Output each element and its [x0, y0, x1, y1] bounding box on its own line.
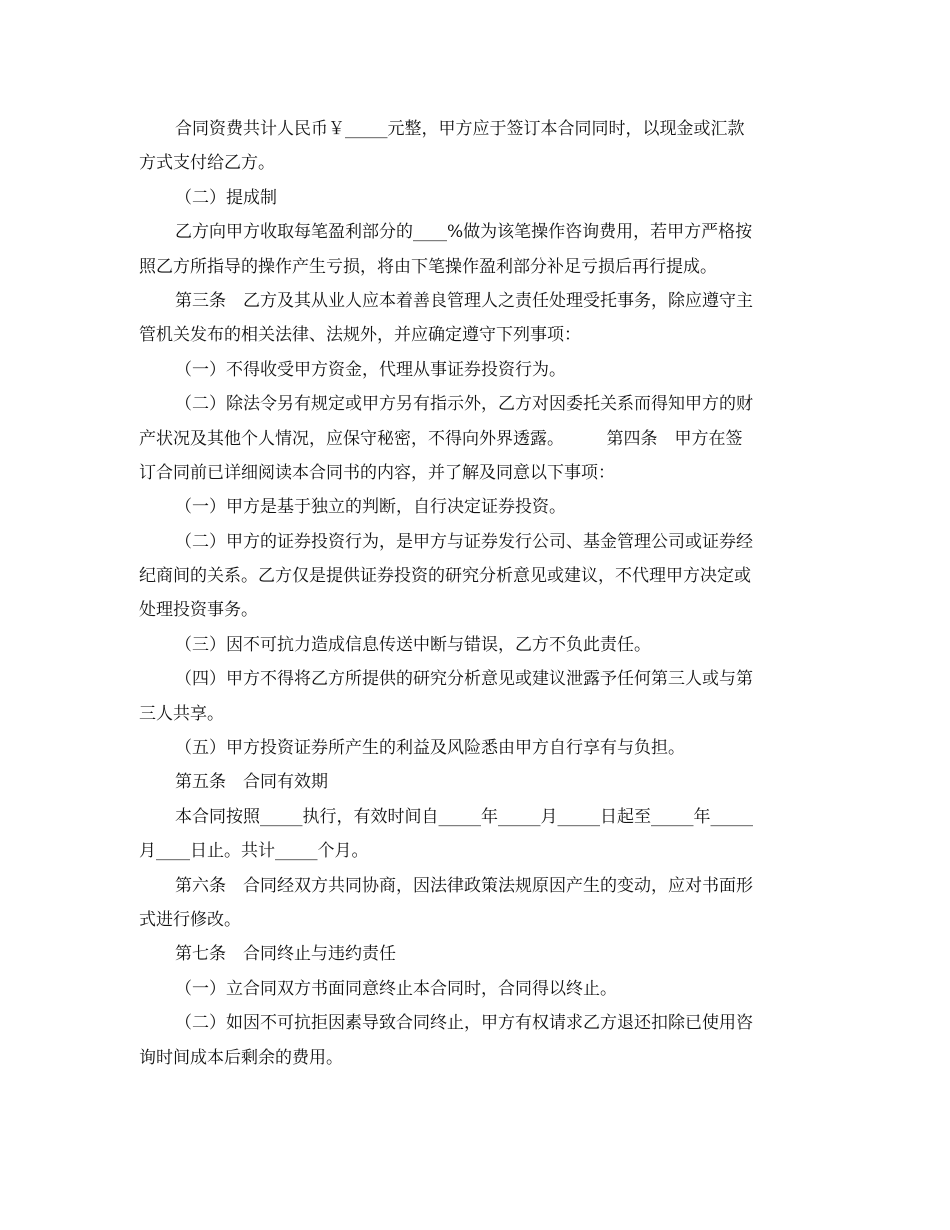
paragraph-line: 产状况及其他个人情况，应保守秘密，不得向外界透露。 第四条 甲方在签 — [139, 428, 743, 449]
list-item: （二）除法令另有规定或甲方另有指示外，乙方对因委托关系而得知甲方的财 — [175, 394, 753, 415]
list-item: （二）如因不可抗拒因素导致合同终止，甲方有权请求乙方退还扣除已使用咨 — [175, 1013, 753, 1034]
list-item: （一）甲方是基于独立的判断，自行决定证券投资。 — [175, 497, 566, 518]
list-item: （二）甲方的证券投资行为，是甲方与证券发行公司、基金管理公司或证券经 — [175, 531, 753, 552]
paragraph-line: 三人共享。 — [139, 703, 224, 724]
section-heading: （二）提成制 — [175, 187, 277, 208]
document-body — [139, 112, 812, 1075]
paragraph-line: 处理投资事务。 — [139, 600, 258, 621]
paragraph-line: 式进行修改。 — [139, 909, 241, 930]
list-item: （三）因不可抗力造成信息传送中断与错误，乙方不负此责任。 — [175, 634, 651, 655]
list-item: （四）甲方不得将乙方所提供的研究分析意见或建议泄露予任何第三人或与第 — [175, 669, 753, 690]
paragraph-line: 乙方向甲方收取每笔盈利部分的____%做为该笔操作咨询费用，若甲方严格按 — [175, 222, 753, 243]
article-7-heading: 第七条 合同终止与违约责任 — [175, 944, 396, 965]
paragraph-line: 询时间成本后剩余的费用。 — [139, 1047, 343, 1068]
article-6-line: 第六条 合同经双方共同协商，因法律政策法规原因产生的变动，应对书面形 — [175, 875, 753, 896]
paragraph-line: 合同资费共计人民币￥_____元整，甲方应于签订本合同同时，以现金或汇款 — [175, 119, 745, 139]
list-item: （一）立合同双方书面同意终止本合同时，合同得以终止。 — [175, 978, 617, 999]
paragraph-line: 订合同前已详细阅读本合同书的内容，并了解及同意以下事项： — [139, 462, 615, 483]
list-item: （一）不得收受甲方资金，代理从事证券投资行为。 — [175, 359, 566, 380]
paragraph-line: 方式支付给乙方。 — [139, 153, 275, 174]
list-item: （五）甲方投资证券所产生的利益及风险悉由甲方自行享有与负担。 — [175, 738, 685, 759]
paragraph-line: 月____日止。共计_____个月。 — [139, 841, 369, 862]
article-5-heading: 第五条 合同有效期 — [175, 772, 328, 793]
article-3-line: 第三条 乙方及其从业人应本着善良管理人之责任处理受托事务，除应遵守主 — [175, 290, 753, 311]
paragraph-line: 纪商间的关系。乙方仅是提供证券投资的研究分析意见或建议，不代理甲方决定或 — [139, 566, 751, 587]
paragraph-line: 管机关发布的相关法律、法规外，并应确定遵守下列事项： — [139, 325, 581, 346]
paragraph-line: 本合同按照_____执行，有效时间自_____年_____月_____日起至_____年_____ — [175, 806, 753, 827]
paragraph-line: 照乙方所指导的操作产生亏损，将由下笔操作盈利部分补足亏损后再行提成。 — [139, 256, 717, 277]
